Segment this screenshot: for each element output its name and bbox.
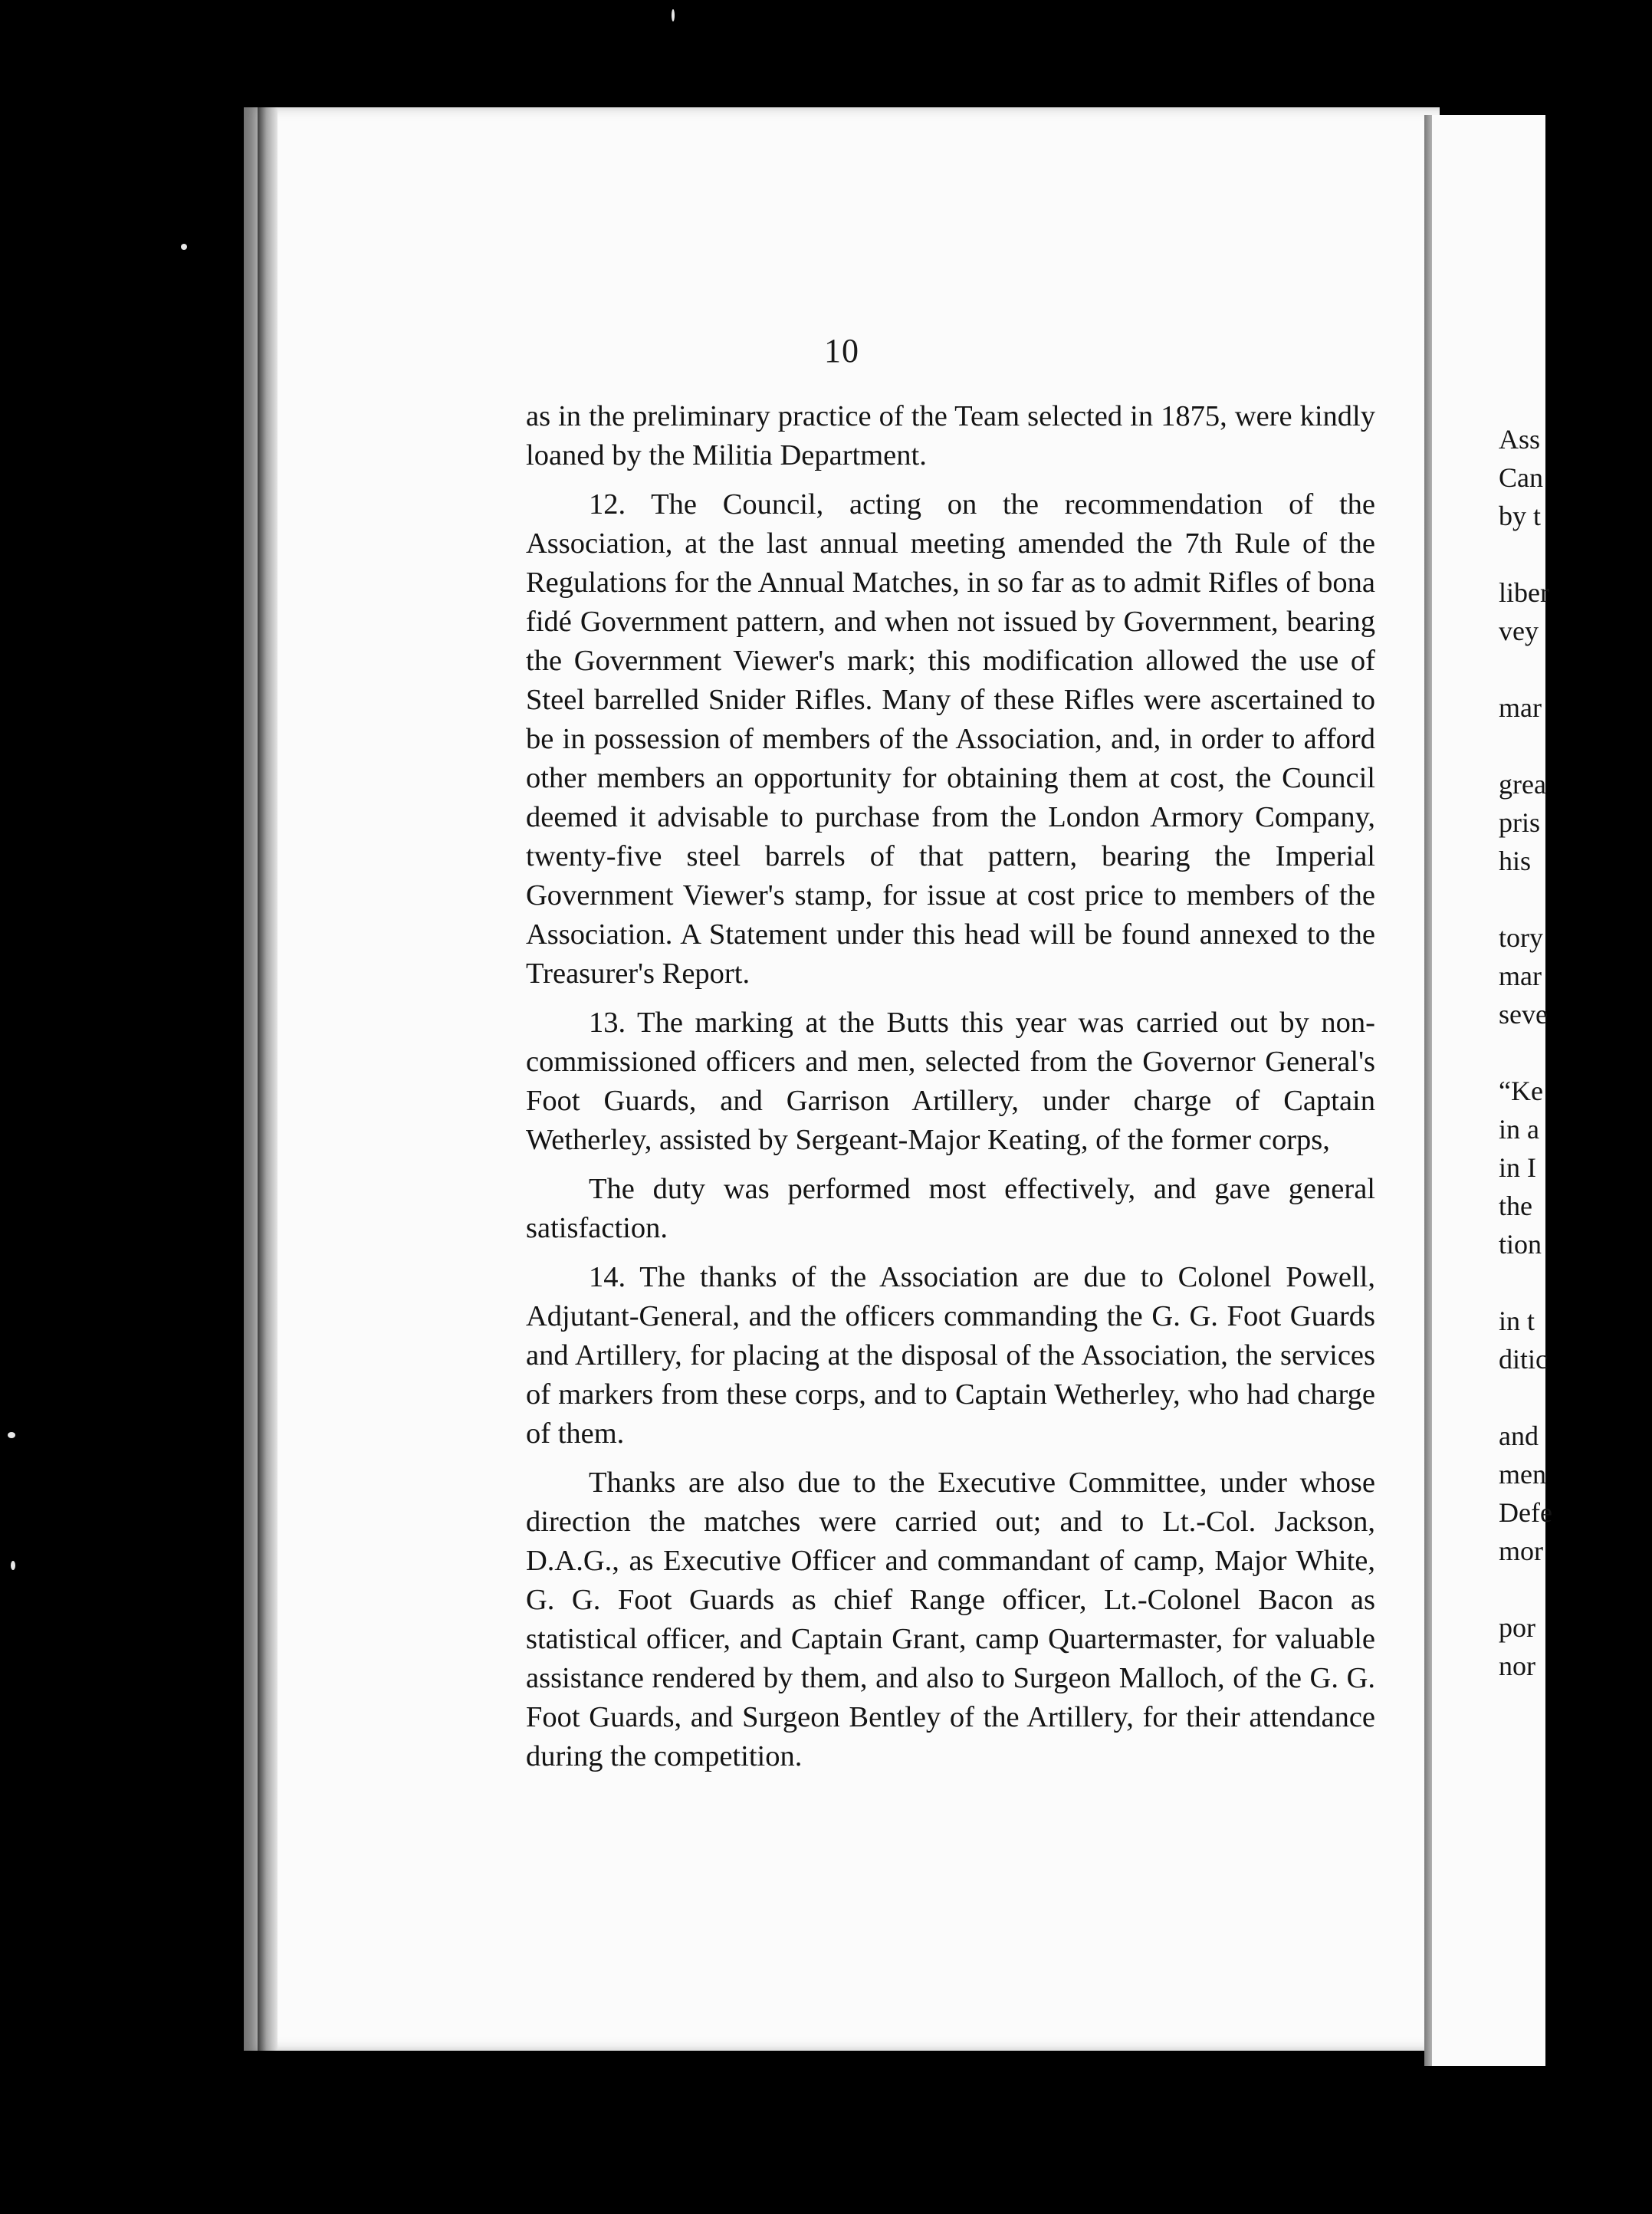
right-fragment: ditic: [1499, 1344, 1548, 1375]
right-fragment: vey: [1499, 616, 1539, 646]
right-fragment: Ass: [1499, 424, 1541, 455]
right-fragment: in a: [1499, 1114, 1539, 1145]
right-fragment: the: [1499, 1191, 1532, 1221]
right-fragment: Defe: [1499, 1497, 1552, 1528]
right-fragment: Can: [1499, 462, 1543, 493]
right-fragment: [1499, 1570, 1652, 1608]
right-fragment: liber: [1499, 577, 1549, 608]
scan-speck: [672, 9, 675, 21]
right-fragment: mar: [1499, 692, 1542, 723]
scan-speck: [181, 244, 187, 250]
right-fragment: [1499, 727, 1652, 765]
right-fragment: nor: [1499, 1651, 1535, 1681]
paragraph-14: 14. The thanks of the Association are due to Colonel Powell, Adjutant-General, and the officers commanding the G. G. Foot Guards and Artillery, for placing at the disposal of the Association, the services of markers from these corps, and to Captain Wetherley, who had charge of them.: [526, 1261, 1375, 1450]
right-fragment: in I: [1499, 1152, 1536, 1183]
binding-shadow: [258, 107, 278, 2051]
right-fragment: his: [1499, 846, 1532, 876]
right-fragment: [1499, 880, 1652, 918]
right-fragment: pris: [1499, 807, 1540, 838]
right-fragment: tory: [1499, 922, 1543, 953]
right-fragment: [1499, 650, 1652, 688]
right-fragment: by t: [1499, 501, 1542, 531]
right-fragment: in t: [1499, 1306, 1535, 1336]
page-body: [526, 397, 1375, 1786]
scan-speck: [11, 1561, 15, 1570]
right-fragment: mor: [1499, 1536, 1543, 1566]
right-fragment: mar: [1499, 961, 1542, 991]
right-page-text: [1499, 420, 1652, 1685]
page-number: 10: [824, 332, 859, 370]
right-fragment: [1499, 535, 1652, 573]
right-fragment: seve: [1499, 999, 1548, 1030]
right-fragment: [1499, 1263, 1652, 1302]
paragraph-14-thanks: Thanks are also due to the Executive Committee, under whose direction the matches were carried out; and to Lt.-Col. Jackson, D.A.G., as Executive Officer and commandant of camp, Major White, G. G. Foot Guards as chief Range officer, Lt.-Colonel Bacon as statistical officer, and Captain Grant, camp Quartermaster, for valuable assistance rendered by them, and also to Surgeon Malloch, of the G. G. Foot Guards, and Surgeon Bentley of the Artillery, for their attendance during the competition.: [526, 1467, 1375, 1772]
paragraph-13-duty: The duty was performed most effectively, and gave general satisfaction.: [526, 1173, 1375, 1244]
right-fragment: por: [1499, 1612, 1535, 1643]
right-fragment: tion: [1499, 1229, 1542, 1260]
paragraph-12: 12. The Council, acting on the recommendation of the Association, at the last annual meeting amended the 7th Rule of the Regulations for the Annual Matches, in so far as to admit Rifles of bona fidé Government pattern, and when not issued by Government, bearing the Government Viewer's mark; this modification allowed the use of Steel barrelled Snider Rifles. Many of these Rifles were ascertained to be in possession of members of the Association, and, in order to afford other members an opportunity for obtaining them at cost, the Council deemed it advisable to purchase from the London Armory Company, twenty-five steel barrels of that pattern, bearing the Imperial Government Viewer's stamp, for issue at cost price to members of the Association. A Statement under this head will be found annexed to the Treasurer's Report.: [526, 488, 1375, 990]
paragraph-13: 13. The marking at the Butts this year was carried out by non-commissioned officers and men, selected from the Governor General's Foot Guards, and Garrison Artillery, under charge of Captain Wetherley, assisted by Sergeant-Major Keating, of the former corps,: [526, 1007, 1375, 1156]
right-fragment: men: [1499, 1459, 1546, 1490]
scan-speck: [8, 1432, 15, 1438]
paragraph-continuation: as in the preliminary practice of the Team selected in 1875, were kindly loaned by the Militia Department.: [526, 400, 1375, 471]
right-fragment: grea: [1499, 769, 1546, 800]
right-fragment: [1499, 1378, 1652, 1417]
right-fragment: [1499, 1033, 1652, 1072]
right-fragment: “Ke: [1499, 1076, 1543, 1106]
right-fragment: and: [1499, 1421, 1539, 1451]
